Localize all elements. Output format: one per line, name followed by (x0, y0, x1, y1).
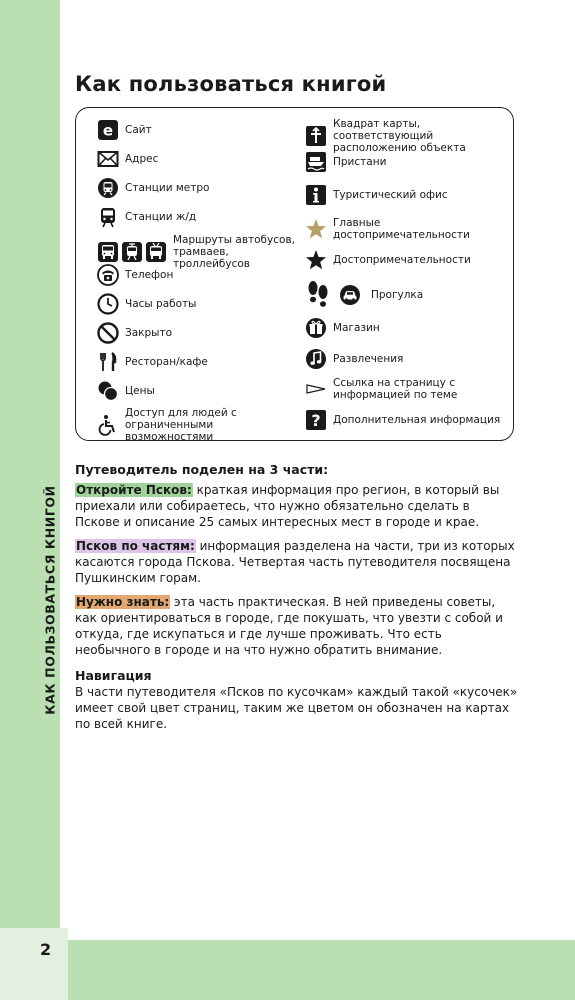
legend-item-hours (97, 293, 196, 315)
legend-item-tourist-office (305, 184, 448, 206)
legend-label: Цены (125, 385, 155, 397)
legend-item-website (97, 119, 152, 141)
part-2-tag: Псков по частям: (76, 539, 195, 553)
legend-item-phone (97, 264, 173, 286)
legend-box (75, 107, 514, 441)
car-icon (339, 284, 361, 306)
black-star-icon (305, 249, 327, 271)
bus-icon (97, 241, 119, 263)
section-title-vertical: КАК ПОЛЬЗОВАТЬСЯ КНИГОЙ (42, 485, 58, 715)
legend-item-train (97, 206, 196, 228)
legend-label: Сайт (125, 124, 152, 136)
legend-item-accessibility (97, 407, 297, 443)
info-icon (305, 184, 327, 206)
legend-label: Ресторан/кафе (125, 356, 208, 368)
gift-icon (305, 317, 327, 339)
trolleybus-icon (145, 241, 167, 263)
tram-icon (121, 241, 143, 263)
clock-icon (97, 293, 119, 315)
metro-icon (97, 177, 119, 199)
page-title: Как пользоваться книгой (75, 72, 387, 96)
footprints-icon (305, 280, 331, 310)
legend-item-closed (97, 322, 172, 344)
footer-band (60, 940, 575, 1000)
svg-text:?: ? (311, 411, 321, 430)
svg-text:e: e (102, 121, 114, 140)
legend-label: Станции метро (125, 182, 210, 194)
wheelchair-icon (97, 414, 119, 436)
legend-item-more-info (305, 409, 500, 431)
part-2-paragraph (75, 538, 518, 586)
legend-label: Маршруты автобусов, трамваев, троллейбусов (173, 234, 295, 270)
part-1-text: краткая информация про регион, в который вы приехали или собираетесь, что нужно обязательно сделать в Пскове и описание 25 самых интересных мест в городе и крае. (75, 483, 500, 529)
website-icon (97, 119, 119, 141)
legend-item-shop (305, 317, 380, 339)
legend-label: Магазин (333, 322, 380, 334)
part-1-tag: Откройте Псков: (76, 483, 192, 497)
legend-item-page-link (305, 377, 483, 401)
legend-item-metro (97, 177, 209, 199)
legend-label: Квадрат карты, соответствующий расположению объекта (333, 118, 466, 154)
legend-label: Станции ж/д (125, 211, 197, 223)
arrow-icon (305, 378, 327, 400)
legend-label: Доступ для людей с ограниченными возможностями (125, 407, 237, 443)
navigation-title: Навигация (75, 668, 152, 683)
part-3-tag: Нужно знать: (76, 595, 170, 609)
coins-icon (97, 380, 119, 402)
map-square-icon (305, 125, 327, 147)
legend-label: Закрыто (125, 327, 173, 339)
part-3-text: эта часть практическая. В ней приведены советы, как ориентироваться в городе, где покушать, что увезти с собой и откуда, где искупаться и где лучше проживать. Что есть необычного в городе и на что нужно обратить внимание. (75, 595, 503, 657)
legend-item-map-square (305, 118, 505, 154)
legend-label: Телефон (125, 269, 174, 281)
legend-label: Пристани (333, 156, 387, 168)
legend-label: Дополнительная информация (333, 414, 501, 426)
legend-label: Часы работы (125, 298, 197, 310)
legend-item-main-sights (305, 217, 513, 241)
phone-icon (97, 264, 119, 286)
question-icon (305, 409, 327, 431)
legend-label: Туристический офис (333, 189, 448, 201)
legend-label: Достопримечательности (333, 254, 471, 266)
music-icon (305, 348, 327, 370)
navigation-text: В части путеводителя «Псков по кусочкам» каждый такой «кусочек» имеет свой цвет страниц, таким же цветом он обозначен на картах по всей книге. (75, 685, 518, 731)
legend-label: Ссылка на страницу с информацией по теме (333, 377, 458, 401)
train-icon (97, 206, 119, 228)
pier-icon (305, 151, 327, 173)
legend-item-entertainment (305, 348, 403, 370)
part-1-paragraph (75, 482, 518, 530)
legend-label: Прогулка (371, 289, 424, 301)
legend-item-prices (97, 380, 155, 402)
parts-title: Путеводитель поделен на 3 части: (75, 462, 329, 477)
legend-label: Развлечения (333, 353, 404, 365)
legend-item-restaurant (97, 351, 208, 373)
legend-item-address (97, 148, 158, 170)
page-number-box (0, 928, 68, 1000)
legend-label: Адрес (125, 153, 159, 165)
legend-item-walk (305, 280, 423, 310)
restaurant-icon (97, 351, 119, 373)
parts-section (75, 462, 518, 658)
part-2-text: информация разделена на части, три из которых касаются города Пскова. Четвертая часть путеводителя посвящена Пушкинским горам. (75, 539, 515, 585)
part-3-paragraph (75, 594, 518, 658)
gold-star-icon (305, 218, 327, 240)
legend-label: Главные достопримечательности (333, 217, 470, 241)
legend-item-sights (305, 249, 471, 271)
mail-icon (97, 148, 119, 170)
legend-item-pier (305, 151, 386, 173)
closed-icon (97, 322, 119, 344)
navigation-section (75, 668, 518, 732)
page-number: 2 (40, 940, 52, 959)
